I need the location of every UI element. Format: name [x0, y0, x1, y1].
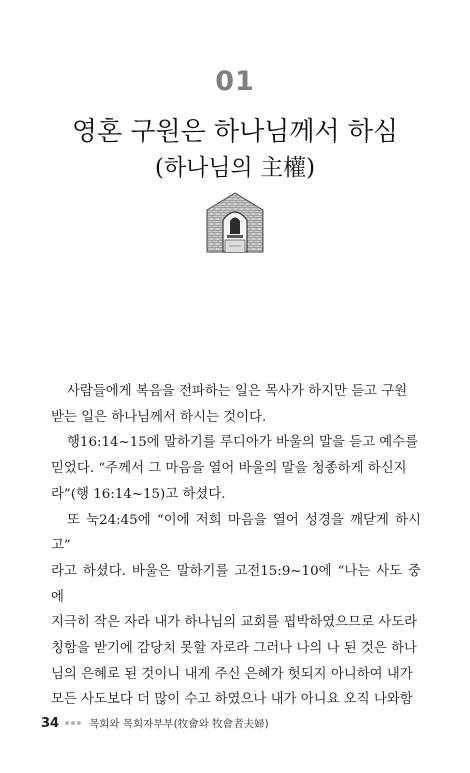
paragraph: 또 눅24:45에 “이에 저희 마음을 열어 성경을 깨닫게 하시고” 라고 하셨다. 바울은 말하기를 고전15:9~10에 “나는 사도 중에 지극히 작은 자라 내가 하나님의 교회를 핍박하였으므로 사도라 칭함을 받기에 감당치 못할 자로라 그러나 나의 나 된 것은 하나 님의 은혜로 된 것이니 내게 주신 은혜가 헛되지 아니하여 내가 모든 사도보다 더 많이 수고 하였으나 내가 아니요 오직 나와함 [51, 512, 421, 708]
chapter-title: 영혼 구원은 하나님께서 하심 [71, 117, 399, 147]
running-title: 목회와 목회자부부(牧會와 牧會者夫婦) [89, 717, 269, 730]
paragraph: 사람들에게 복음을 전파하는 일은 목사가 하지만 듣고 구원 받는 일은 하나님께서 하시는 것이다. [51, 384, 408, 425]
page-footer [41, 714, 269, 732]
paragraph: 행16:14~15에 말하기를 루디아가 바울의 말을 듣고 예수를 믿었다. “주께서 그 마음을 열어 바울의 말을 청종하게 하신지 라”(행 16:14~15)고 하셨다. [51, 435, 419, 502]
separator-dots-icon [65, 721, 83, 725]
body-text [51, 379, 421, 713]
chapter-number: 01 [215, 66, 255, 97]
chapter-subtitle: (하나님의 主權) [154, 155, 316, 181]
page-number: 34 [41, 715, 60, 731]
church-doorway-icon [203, 190, 267, 254]
